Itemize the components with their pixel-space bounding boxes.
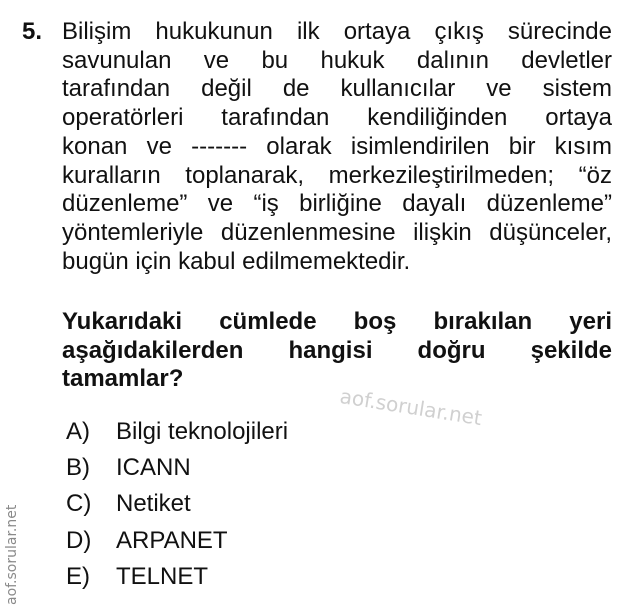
option-e[interactable] — [66, 563, 288, 599]
stem-line: bugün için kabul edilmemektedir. — [62, 247, 411, 275]
option-text: ARPANET — [116, 526, 228, 554]
option-text: Bilgi teknolojileri — [116, 418, 289, 445]
option-a[interactable] — [66, 418, 288, 454]
prompt-line: Yukarıdaki cümlede boş bırakılan yeri — [62, 308, 612, 335]
stem-line: kuralların toplanarak, merkezileştirilmeden; “öz — [62, 161, 612, 189]
prompt-line: tamamlar? — [62, 365, 184, 393]
stem-line: operatörleri tarafından kendiliğinden ortaya — [62, 104, 612, 132]
question-prompt — [62, 308, 612, 394]
option-text: TELNET — [116, 562, 209, 590]
side-watermark: aof.sorular.net — [4, 504, 20, 605]
question-stem — [62, 18, 612, 276]
option-letter: A) — [66, 418, 90, 445]
stem-line: düzenleme” ve “iş birliğine dayalı düzenleme” — [62, 190, 612, 218]
option-letter: D) — [66, 526, 92, 554]
option-letter: E) — [66, 562, 90, 590]
option-text: ICANN — [116, 454, 191, 482]
option-letter: B) — [66, 454, 90, 482]
stem-line: savunulan ve bu hukuk dalının devletler — [62, 46, 612, 74]
stem-line: yöntemleriyle düzenlenmesine ilişkin düşünceler, — [62, 218, 612, 246]
answer-options — [66, 418, 288, 599]
option-text: Netiket — [116, 490, 191, 518]
stem-line: konan ve ------- olarak isimlendirilen bir kısım — [62, 132, 612, 160]
option-letter: C) — [66, 490, 92, 518]
question-number: 5. — [22, 18, 43, 45]
watermark: aof.sorular.net — [338, 384, 484, 431]
prompt-line: aşağıdakilerden hangisi doğru şekilde — [62, 336, 612, 364]
stem-line: tarafından değil de kullanıcılar ve sistem — [62, 75, 612, 103]
option-d[interactable] — [66, 527, 288, 563]
stem-line: Bilişim hukukunun ilk ortaya çıkış sürecinde — [62, 18, 612, 45]
option-c[interactable] — [66, 490, 288, 526]
option-b[interactable] — [66, 454, 288, 490]
